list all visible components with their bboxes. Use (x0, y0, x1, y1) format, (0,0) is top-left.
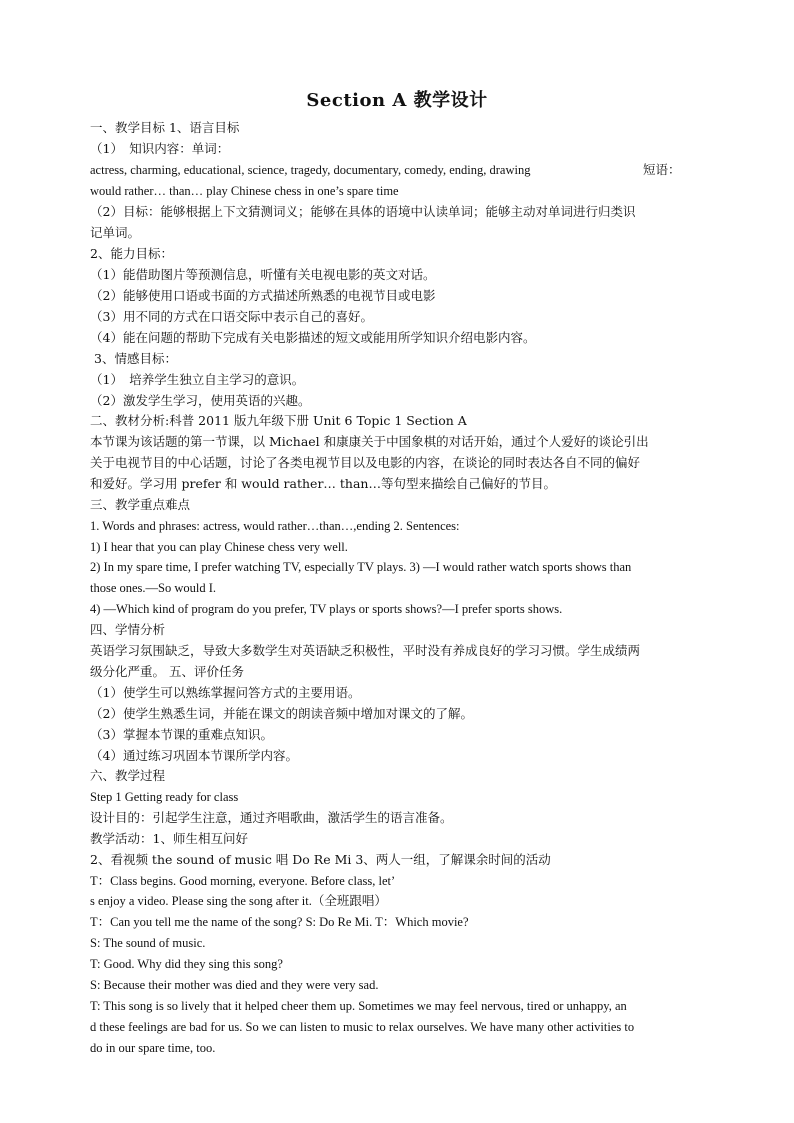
evaluation-task-2: （2）使学生熟悉生词，并能在课文的朗读音频中增加对课文的了解。 (90, 706, 473, 721)
dialogue-line-9: do in our spare time, too. (90, 1041, 216, 1055)
ability-goal-3: （3）用不同的方式在口语交际中表示自己的喜好。 (90, 309, 373, 324)
dialogue-line-6: S: Because their mother was died and they were very sad. (90, 978, 379, 992)
dialogue-line-5: T: Good. Why did they sing this song? (90, 957, 283, 971)
heading-student-analysis: 四、学情分析 (90, 622, 166, 637)
heading-teaching-goals: 一、教学目标 1、语言目标 (90, 120, 240, 135)
ability-goal-2: （2）能够使用口语或书面的方式描述所熟悉的电视节目或电影 (90, 288, 436, 303)
emotion-goal-1: （1） 培养学生独立自主学习的意识。 (90, 372, 305, 387)
material-analysis-line-1: 本节课为该话题的第一节课，以 Michael 和康康关于中国象棋的对话开始，通过个人爱好的谈论引出 (90, 434, 649, 449)
key-sentence-4: 4) —Which kind of program do you prefer, TV plays or sports shows?—I prefer sports shows. (90, 602, 563, 616)
vocabulary-list: actress, charming, educational, science, tragedy, documentary, comedy, ending, drawing (90, 163, 531, 177)
dialogue-line-7: T: This song is so lively that it helped cheer them up. Sometimes we may feel nervous, tired or unhappy, an (90, 999, 627, 1013)
heading-key-points: 三、教学重点难点 (90, 497, 191, 512)
material-analysis-line-2: 关于电视节目的中心话题，讨论了各类电视节目以及电影的内容，在谈论的同时表达各自不同的偏好 (90, 455, 641, 470)
key-sentence-2: 2) In my spare time, I prefer watching TV, especially TV plays. 3) —I would rather watch sports shows than (90, 560, 632, 574)
page-title: Section A 教学设计 (306, 90, 488, 111)
ability-goal-1: （1）能借助图片等预测信息，听懂有关电视电影的英文对话。 (90, 267, 436, 282)
dialogue-line-2: s enjoy a video. Please sing the song after it.（全班跟唱） (90, 894, 387, 908)
evaluation-task-4: （4）通过练习巩固本节课所学内容。 (90, 748, 298, 763)
evaluation-task-3: （3）掌握本节课的重难点知识。 (90, 727, 273, 742)
ability-goal-4: （4）能在问题的帮助下完成有关电影描述的短文或能用所学知识介绍电影内容。 (90, 330, 536, 345)
knowledge-content-label: （1） 知识内容：单词： (90, 141, 230, 156)
teaching-activity-2: 2、看视频 the sound of music 唱 Do Re Mi 3、两人一组，了解课余时间的活动 (90, 852, 551, 867)
step-1-title: Step 1 Getting ready for class (90, 790, 239, 804)
phrases-list: would rather… than… play Chinese chess in one’s spare time (90, 184, 399, 198)
heading-teaching-process: 六、教学过程 (90, 768, 166, 783)
goal-text-line-1: （2）目标：能够根据上下文猜测词义；能够在具体的语境中认读单词；能够主动对单词进行归类识 (90, 204, 636, 219)
heading-emotion-goals: 3、情感目标： (94, 351, 177, 366)
dialogue-line-1: T：Class begins. Good morning, everyone. Before class, let’ (90, 874, 396, 888)
dialogue-line-8: d these feelings are bad for us. So we can listen to music to relax ourselves. We have many other activities to (90, 1020, 635, 1034)
evaluation-task-1: （1）使学生可以熟练掌握问答方式的主要用语。 (90, 685, 361, 700)
design-purpose: 设计目的：引起学生注意，通过齐唱歌曲，激活学生的语言准备。 (90, 810, 453, 825)
heading-ability-goals: 2、能力目标： (90, 246, 173, 261)
emotion-goal-2: （2）激发学生学习，使用英语的兴趣。 (90, 393, 311, 408)
goal-text-line-2: 记单词。 (90, 225, 141, 240)
student-analysis-line-1: 英语学习氛围缺乏，导致大多数学生对英语缺乏积极性，平时没有养成良好的学习习惯。学生成绩两 (90, 643, 641, 658)
dialogue-line-4: S: The sound of music. (90, 936, 206, 950)
key-points-words: 1. Words and phrases: actress, would rather…than…,ending 2. Sentences: (90, 519, 460, 533)
heading-material-analysis: 二、教材分析:科普 2011 版九年级下册 Unit 6 Topic 1 Section A (90, 413, 467, 428)
student-analysis-line-2: 级分化严重。 五、评价任务 (90, 664, 244, 679)
phrases-label: 短语： (643, 162, 681, 177)
teaching-activity-1: 教学活动：1、师生相互问好 (90, 831, 248, 846)
key-sentence-1: 1) I hear that you can play Chinese chess very well. (90, 540, 348, 554)
material-analysis-line-3: 和爱好。学习用 prefer 和 would rather… than…等句型来描绘自己偏好的节目。 (90, 476, 556, 491)
key-sentence-2-cont: those ones.—So would I. (90, 581, 217, 595)
dialogue-line-3: T：Can you tell me the name of the song? S: Do Re Mi. T：Which movie? (90, 915, 469, 929)
